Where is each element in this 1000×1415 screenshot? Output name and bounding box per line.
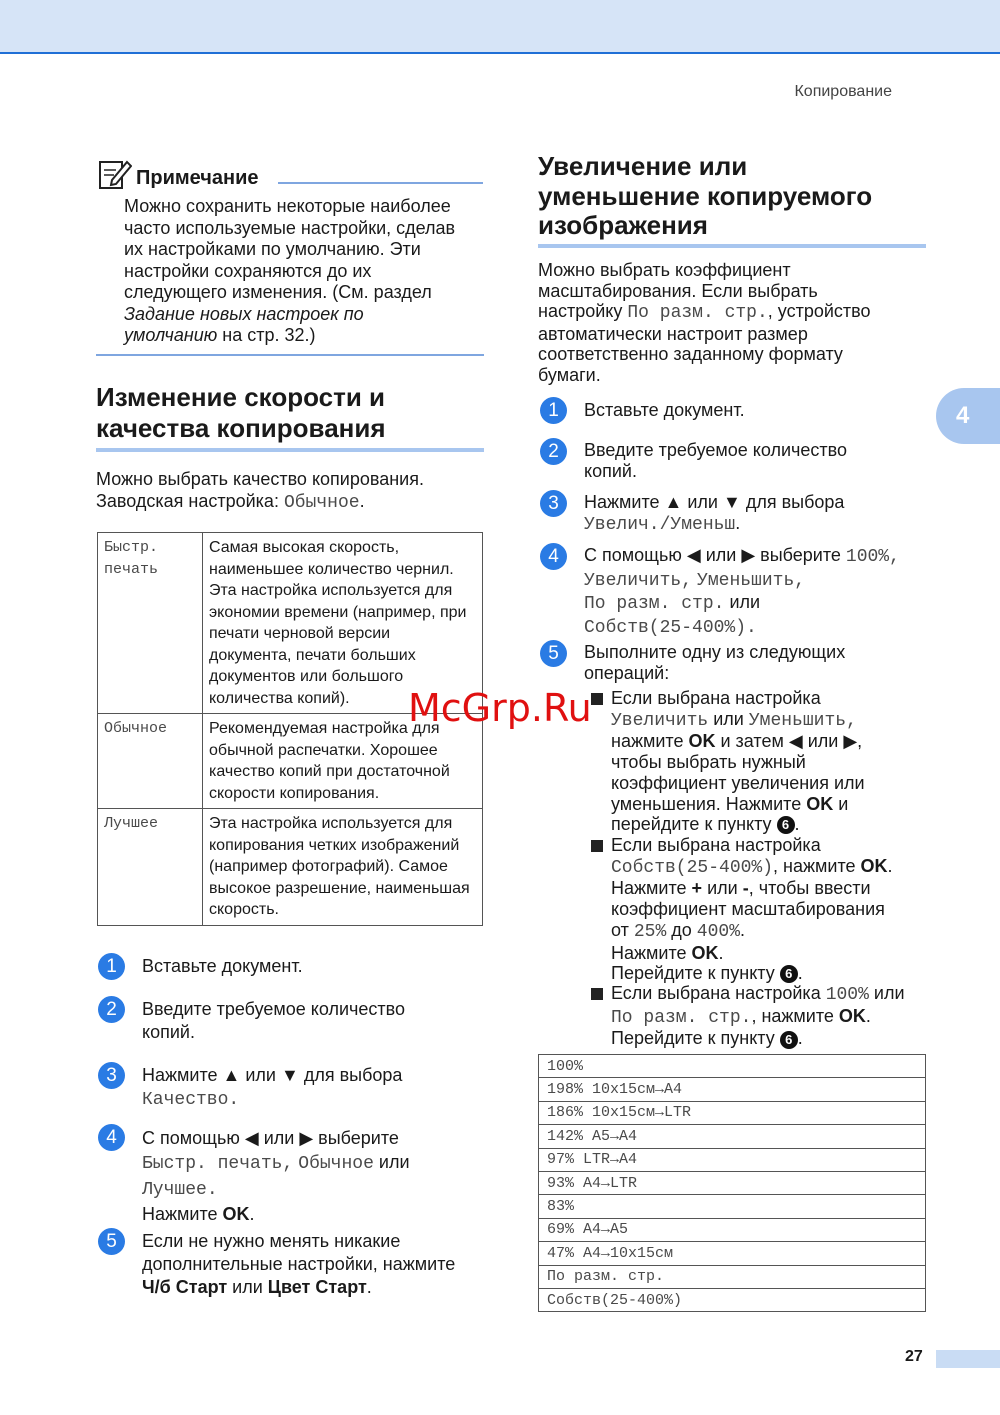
page-number: 27 <box>905 1348 923 1365</box>
note-link-2[interactable]: умолчанию <box>124 325 218 345</box>
section-title-quality: Изменение скорости и качества копирования <box>96 382 386 443</box>
quality-desc: Самая высокая скорость, наименьшее количество чернил. Эта настройка используется для экономии времени (например, при печати черновой версии документа, печати больших документов или большого количества копий). <box>203 533 483 714</box>
bullet-square-icon <box>591 693 603 705</box>
note-divider <box>278 182 483 184</box>
ratio-cell: 186% 10x15см→LTR <box>539 1101 926 1124</box>
quality-desc: Рекомендуемая настройка для обычной распечатки. Хорошее качество копий при достаточной скорости копирования. <box>203 714 483 809</box>
down-arrow-icon: ▼ <box>723 492 741 512</box>
watermark: McGrp.Ru <box>408 686 592 730</box>
ratio-cell: 198% 10x15см→A4 <box>539 1078 926 1101</box>
ratio-cell: 83% <box>539 1195 926 1218</box>
step-number: 1 <box>540 397 567 424</box>
note-link[interactable]: Задание новых настроек по <box>124 303 364 324</box>
quality-key: Обычное <box>98 714 203 809</box>
table-row <box>539 1288 926 1311</box>
step-ref-badge: 6 <box>780 1031 798 1049</box>
quality-intro: Можно выбрать качество копирования. Заводская настройка: Обычное. <box>96 469 424 513</box>
ratio-cell: По разм. стр. <box>539 1265 926 1288</box>
step-number: 2 <box>98 996 125 1023</box>
left-arrow-icon: ◀ <box>244 1128 259 1148</box>
quality-key: Лучшее <box>98 809 203 926</box>
step-ref-badge: 6 <box>777 816 795 834</box>
section-rule <box>538 244 926 248</box>
quality-desc: Эта настройка используется для копирования четких изображений (например фотографий). Самое высокое разрешение, наименьшая скорость. <box>203 809 483 926</box>
table-row <box>539 1125 926 1148</box>
note-bottom-divider <box>96 354 484 356</box>
table-row <box>539 1265 926 1288</box>
section-rule <box>96 448 484 452</box>
chapter-tab: 4 <box>936 388 1000 444</box>
table-row <box>539 1171 926 1194</box>
ratio-cell: 93% A4→LTR <box>539 1171 926 1194</box>
table-row <box>539 1242 926 1265</box>
chapter-title: Копирование <box>794 83 892 100</box>
up-arrow-icon: ▲ <box>222 1065 241 1085</box>
note-header <box>98 158 483 194</box>
up-arrow-icon: ▲ <box>664 492 683 512</box>
step-number: 5 <box>540 640 567 667</box>
step-number: 3 <box>540 490 567 517</box>
table-row <box>539 1078 926 1101</box>
page-number-bar <box>936 1350 1000 1368</box>
step-ref-badge: 6 <box>780 965 798 983</box>
right-arrow-icon: ▶ <box>741 545 756 565</box>
note-pencil-icon <box>98 158 132 190</box>
zoom-intro: Можно выбрать коэффициент масштабирования. Если выбрать настройку По разм. стр., устройство автоматически настроит размер соответственно заданному формату бумаги. <box>538 260 871 385</box>
step-number: 3 <box>98 1062 125 1089</box>
ratio-cell: Собств(25-400%) <box>539 1288 926 1311</box>
ratio-cell: 69% A4→A5 <box>539 1218 926 1241</box>
ratio-cell: 97% LTR→A4 <box>539 1148 926 1171</box>
top-header-band <box>0 0 1000 54</box>
ratio-cell: 47% A4→10x15см <box>539 1242 926 1265</box>
table-row <box>539 1218 926 1241</box>
right-arrow-icon: ▶ <box>299 1128 314 1148</box>
down-arrow-icon: ▼ <box>281 1065 299 1085</box>
step-number: 5 <box>98 1228 125 1255</box>
note-text: Можно сохранить некоторые наиболее часто используемые настройки, сделав их настройками по умолчанию. Эти настройки сохраняются до их следующего изменения. (См. раздел Задание новых настроек по умолчанию на стр. 32.) <box>124 196 456 345</box>
quality-key: Быстр. печать <box>98 533 203 714</box>
section-title-zoom: Увеличение или уменьшение копируемого изображения <box>538 151 873 240</box>
step-number: 1 <box>98 953 125 980</box>
table-row <box>539 1148 926 1171</box>
table-row <box>539 1101 926 1124</box>
table-row <box>539 1195 926 1218</box>
step-number: 2 <box>540 438 567 465</box>
table-row <box>539 1055 926 1078</box>
left-arrow-icon: ◀ <box>686 545 701 565</box>
step-number: 4 <box>98 1124 125 1151</box>
left-arrow-icon: ◀ <box>788 731 803 752</box>
bullet-square-icon <box>591 840 603 852</box>
step-number: 4 <box>540 543 567 570</box>
ratio-table <box>538 1054 926 1312</box>
table-row <box>98 809 483 926</box>
ratio-cell: 100% <box>539 1055 926 1078</box>
ratio-cell: 142% A5→A4 <box>539 1125 926 1148</box>
note-title: Примечание <box>136 167 259 189</box>
bullet-square-icon <box>591 988 603 1000</box>
right-arrow-icon: ▶ <box>843 731 858 752</box>
